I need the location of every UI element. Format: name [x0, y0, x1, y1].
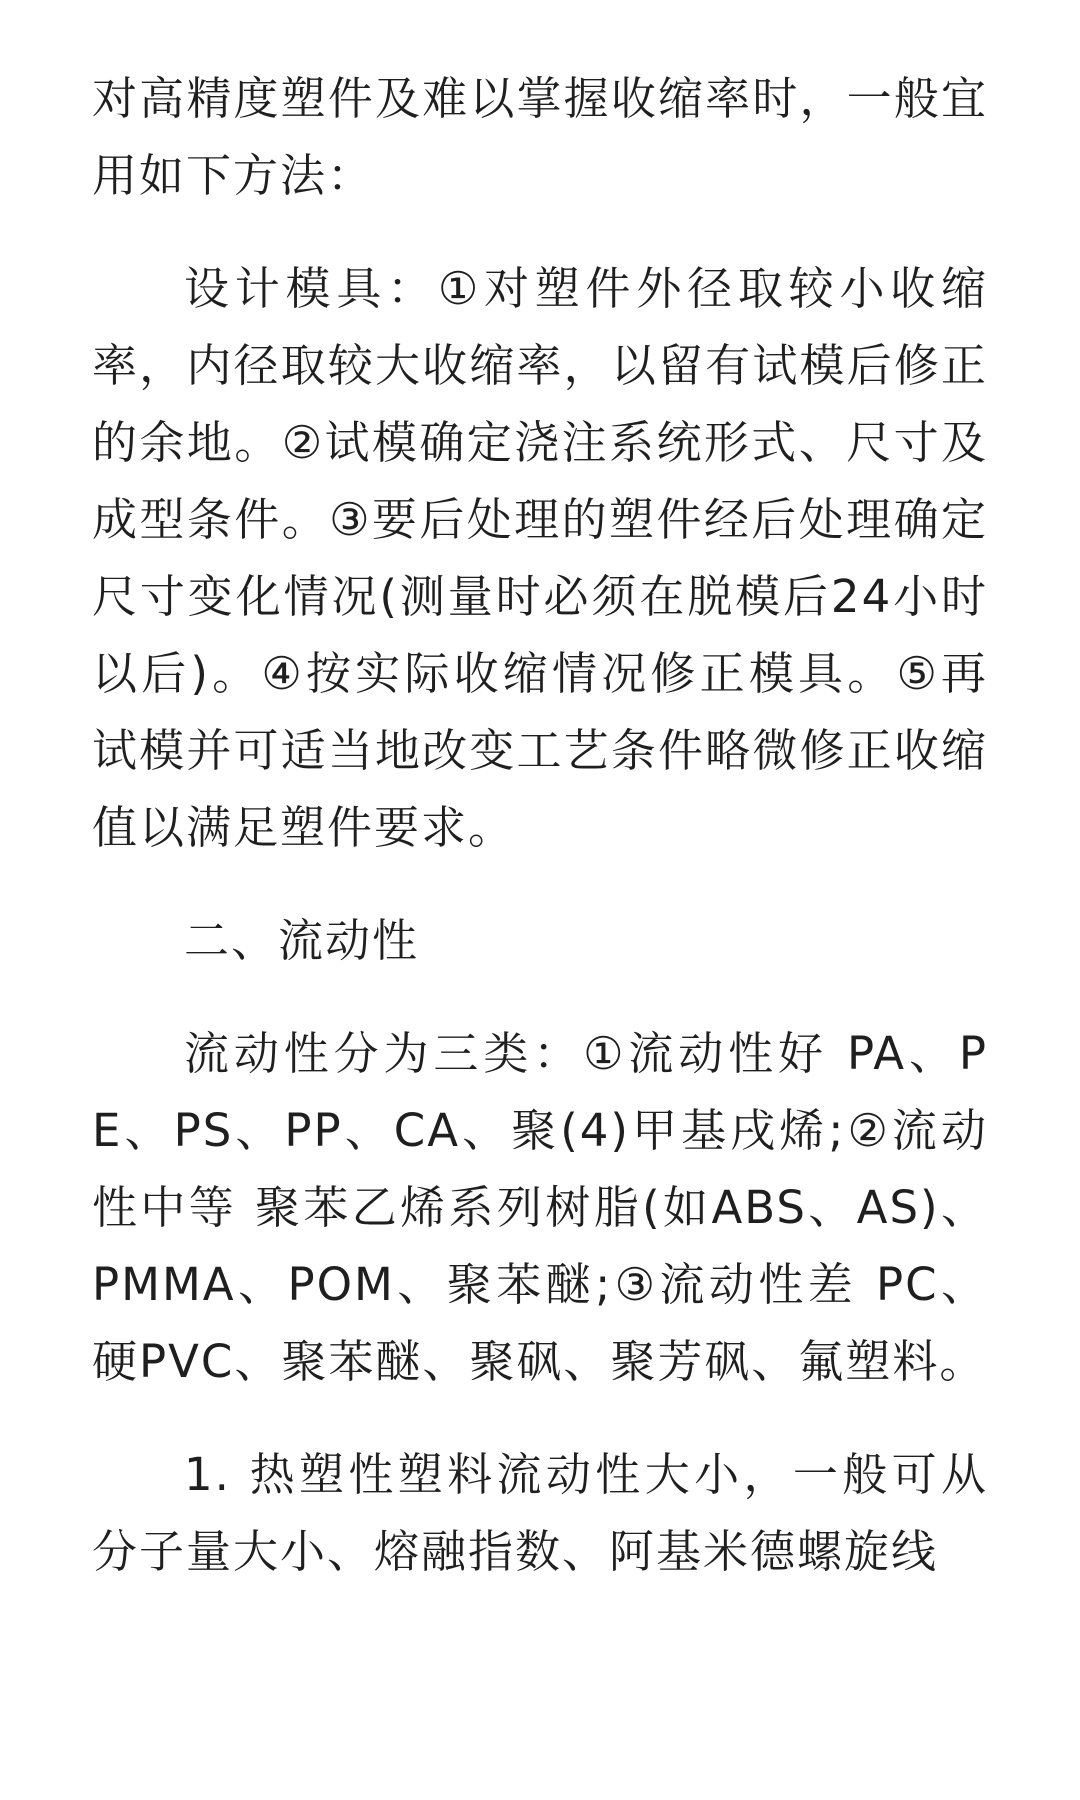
paragraph-fluidity-classes: 流动性分为三类：①流动性好 PA、PE、PS、PP、CA、聚(4)甲基戌烯;②流动性中等 聚苯乙烯系列树脂(如ABS、AS)、PMMA、POM、聚苯醚;③流动性差 PC、硬PVC、聚苯醚、聚砜、聚芳砜、氟塑料。 — [92, 1027, 988, 1388]
section-heading-fluidity: 二、流动性 — [184, 914, 420, 967]
paragraph-mold-design-steps: 设计模具：①对塑件外径取较小收缩率，内径取较大收缩率，以留有试模后修正的余地。②试模确定浇注系统形式、尺寸及成型条件。③要后处理的塑件经后处理确定尺寸变化情况(测量时必须在脱模后24小时以后)。④按实际收缩情况修正模具。⑤再试模并可适当地改变工艺条件略微修正收缩值以满足塑件要求。 — [92, 262, 988, 854]
paragraph-shrinkage-intro: 对高精度塑件及难以掌握收缩率时，一般宜用如下方法： — [92, 72, 988, 202]
paragraph-thermoplastic-fluidity: 1. 热塑性塑料流动性大小，一般可从分子量大小、熔融指数、阿基米德螺旋线 — [92, 1448, 988, 1578]
